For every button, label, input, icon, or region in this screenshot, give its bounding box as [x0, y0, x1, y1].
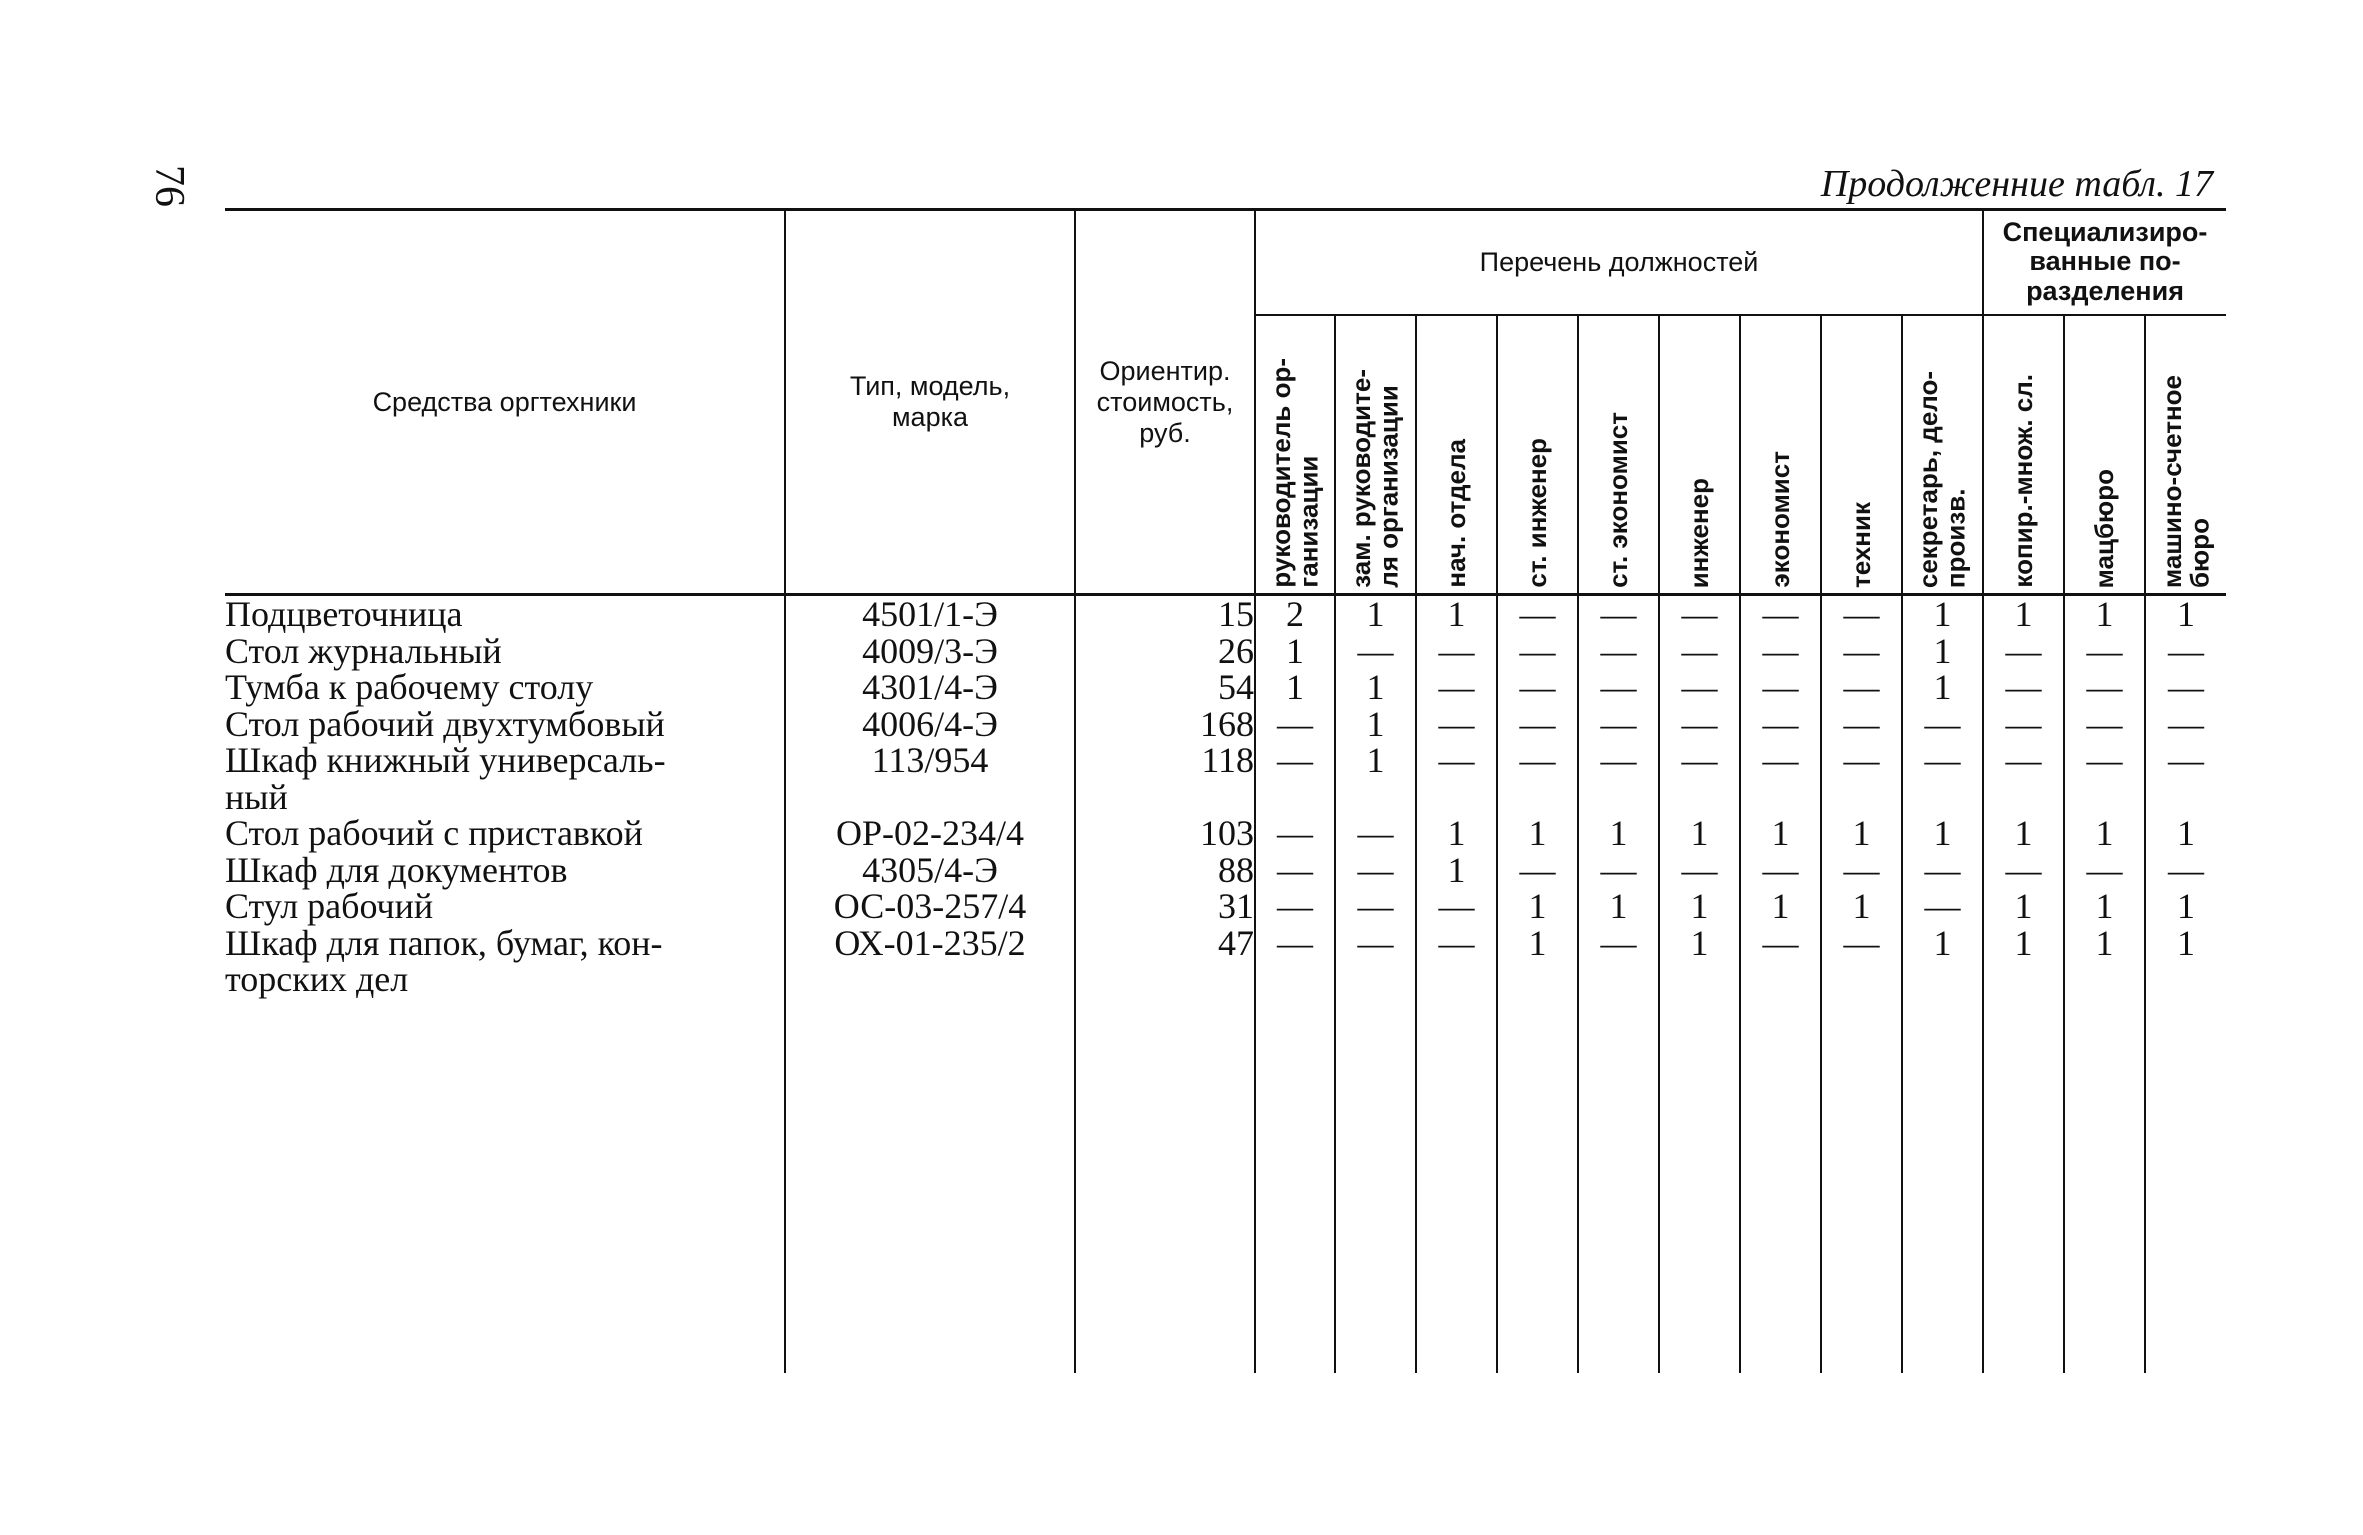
model-value: 4305/4-Э [862, 849, 998, 890]
equipment-name-cont: торских дел [225, 959, 409, 999]
marks-column: 2 1 1 — — — — — — [1255, 595, 1335, 1374]
equipment-name: Тумба к рабочему столу [225, 667, 594, 707]
model-value: 4009/3-Э [862, 630, 998, 671]
model-value: 113/954 [871, 740, 989, 780]
header-position-secretary: секретарь, дело- произв. [1902, 315, 1983, 595]
model-column [785, 595, 1075, 1374]
model-value: ОС-03-257/4 [833, 886, 1027, 926]
cost-value: 31 [1218, 886, 1254, 926]
model-value: ОХ-01-235/2 [834, 922, 1026, 963]
equipment-name: Шкаф для документов [225, 849, 568, 890]
marks-column: 1 — — — — 1 — 1 1 [1983, 595, 2064, 1374]
cost-value: 26 [1218, 630, 1254, 671]
equipment-name: Шкаф книжный универсаль- [225, 740, 666, 780]
header-position-senior-engineer: ст. инженер [1497, 315, 1578, 595]
header-position-economist: экономист [1740, 315, 1821, 595]
header-position-head: руководитель ор- ганизации [1255, 315, 1335, 595]
cost-value: 15 [1218, 594, 1254, 634]
header-cost: Ориентир. стоимость, руб. [1075, 210, 1255, 595]
marks-column: 1 1 1 — — 1 — — 1 [1902, 595, 1983, 1374]
header-position-engineer: инженер [1659, 315, 1740, 595]
cost-value: 103 [1200, 813, 1254, 853]
equipment-table [225, 208, 2226, 1373]
marks-column: 1 — — — — 1 — 1 1 [2145, 595, 2226, 1374]
equipment-name: Стол журнальный [225, 630, 502, 671]
marks-column: — — — — — 1 — 1 1 [1497, 595, 1578, 1374]
marks-column: 1 — — — — 1 1 — — [1416, 595, 1497, 1374]
marks-column: 1 — 1 1 1 — — — — [1335, 595, 1416, 1374]
model-value: 4301/4-Э [862, 667, 998, 707]
equipment-name-cont: ный [225, 776, 288, 817]
equipment-name: Стул рабочий [225, 886, 434, 926]
header-position-dept-head: нач. отдела [1416, 315, 1497, 595]
cost-value: 168 [1200, 703, 1254, 744]
header-specialized-copy: копир.-множ. сл. [1983, 315, 2064, 595]
model-value: 4501/1-Э [862, 594, 998, 634]
cost-value: 88 [1218, 849, 1254, 890]
equipment-name: Стол рабочий с приставкой [225, 813, 643, 853]
header-specialized-group: Специализиро-ванные по-разделения [1983, 210, 2226, 315]
cost-column [1075, 595, 1255, 1374]
header-position-senior-economist: ст. экономист [1578, 315, 1659, 595]
model-value: 4006/4-Э [862, 703, 998, 744]
cost-value: 54 [1218, 667, 1254, 707]
header-model: Тип, модель, марка [785, 210, 1075, 595]
header-equipment: Средства оргтехники [225, 210, 785, 595]
header-position-technician: техник [1821, 315, 1902, 595]
table-body-row [225, 595, 2226, 1374]
equipment-name: Стол рабочий двухтумбовый [225, 703, 665, 744]
equipment-name: Подцветочница [225, 594, 463, 634]
header-positions-group: Перечень должностей [1255, 210, 1983, 315]
table-caption: Продолженние табл. 17 [1820, 163, 2213, 205]
header-specialized-computing: машино-счетное бюро [2145, 315, 2226, 595]
marks-column: — — — — — 1 — 1 — [1578, 595, 1659, 1374]
marks-column: 1 — — — — 1 — 1 1 [2064, 595, 2145, 1374]
equipment-name: Шкаф для папок, бумаг, кон- [225, 922, 663, 963]
marks-column: — — — — — 1 — 1 — [1821, 595, 1902, 1374]
header-position-deputy: зам. руководите- ля организации [1335, 315, 1416, 595]
cost-value: 47 [1218, 922, 1254, 963]
page-number: 76 [146, 165, 192, 207]
equipment-column [225, 595, 785, 1374]
marks-column: — — — — — 1 — 1 1 [1659, 595, 1740, 1374]
header-specialized-typing: мацбюро [2064, 315, 2145, 595]
model-value: ОР-02-234/4 [836, 813, 1024, 853]
marks-column: — — — — — 1 — 1 — [1740, 595, 1821, 1374]
cost-value: 118 [1201, 740, 1254, 780]
